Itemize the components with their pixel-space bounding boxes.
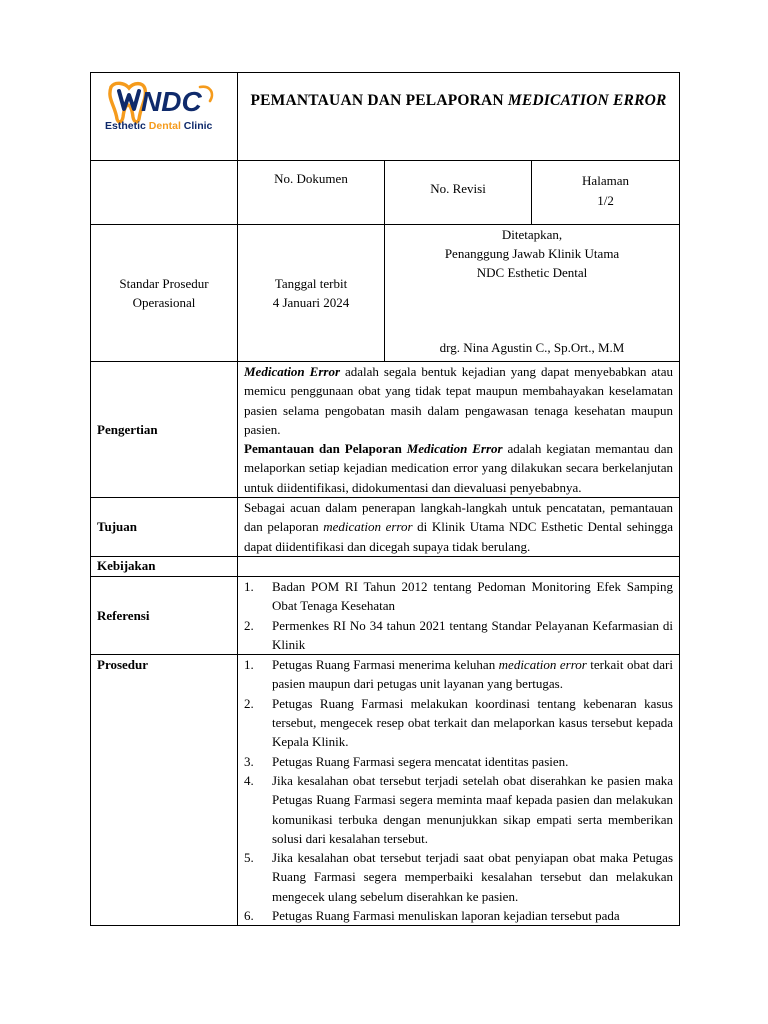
pengertian-term-2a: Pemantauan dan Pelaporan: [244, 441, 407, 457]
blank-cell: [91, 161, 238, 225]
tujuan-row: [91, 498, 680, 557]
list-number: 1.: [244, 578, 254, 594]
prosedur-item-text: Jika kesalahan obat tersebut terjadi setelah obat diserahkan ke pasien maka Petugas Ruang Farmasi segera meminta maaf kepada pasien dan melakukan komunikasi terbuka dengan menunjukkan sikap empati serta memberikan solusi dari kesalahan tersebut.: [272, 772, 673, 846]
prosedur-item-text: Petugas Ruang Farmasi menuliskan laporan kejadian tersebut pada: [272, 908, 620, 924]
no-revisi-cell: [385, 161, 532, 225]
logo-subtitle-part1: Esthetic: [105, 120, 149, 132]
halaman-cell: [532, 161, 680, 225]
sop-cell: [91, 225, 238, 362]
tujuan-text-a: Sebagai acuan dalam penerapan langkah-langkah untuk pencatatan, pemantauan dan pelaporan: [244, 500, 673, 535]
no-revisi-label: No. Revisi: [430, 181, 486, 196]
kebijakan-content: [238, 556, 680, 576]
pengertian-row: [91, 362, 680, 498]
prosedur-item: [238, 906, 679, 925]
prosedur-item-text: Jika kesalahan obat tersebut terjadi saat obat penyiapan obat maka Petugas Ruang Farmasi segera memperbaiki kesalahan tersebut dan melakukan mengecek ulang sebelum diserahkan ke pasien.: [272, 850, 673, 904]
prosedur-item-text: Petugas Ruang Farmasi melakukan koordinasi tentang kebenaran kasus tersebut, mengecek resep obat terkait dan melaporkan kasus tersebut kepada Kepala Klinik.: [272, 695, 673, 750]
list-number: 6.: [244, 908, 254, 924]
referensi-item: [238, 577, 679, 616]
ditetapkan-text: Ditetapkan,: [501, 227, 563, 242]
pengertian-text-1: adalah segala bentuk kejadian yang dapat menyebabkan atau memicu penggunaan obat yang tidak tepat maupun membahayakan keselamatan pasien selama pengobatan masih dalam pengawasan tenaga kesehatan maupun pasien.: [244, 364, 674, 437]
pengertian-term-2b: Medication Error: [406, 441, 503, 457]
list-number: 2.: [244, 695, 254, 711]
prosedur-item: [238, 848, 679, 906]
pengertian-label: Pengertian: [91, 362, 238, 498]
signer-name: drg. Nina Agustin C., Sp.Ort., M.M: [439, 340, 625, 355]
logo-brand-text: NDC: [141, 86, 202, 117]
referensi-item-text: Badan POM RI Tahun 2012 tentang Pedoman Monitoring Efek Samping Obat Tenaga Kesehatan: [272, 578, 673, 614]
pengertian-paragraph-2: [244, 439, 673, 497]
sop-line1: Standar Prosedur: [119, 276, 209, 291]
prosedur-row: [91, 655, 680, 926]
referensi-label: Referensi: [91, 576, 238, 654]
prosedur-label: Prosedur: [91, 655, 238, 926]
prosedur-item1-text-a: Petugas Ruang Farmasi menerima keluhan: [272, 657, 499, 673]
pengertian-content: [238, 362, 680, 498]
pengertian-paragraph-1: [244, 362, 673, 439]
prosedur-item-text: [272, 655, 679, 694]
kebijakan-row: [91, 556, 680, 576]
prosedur-item1-text-b: terkait obat dari pasien maupun dari petugas unit layanan yang bertugas.: [272, 657, 673, 692]
referensi-list: [238, 577, 679, 654]
prosedur-item: [238, 771, 679, 848]
prosedur-item: [238, 694, 679, 752]
prosedur-item-text: Petugas Ruang Farmasi segera mencatat identitas pasien.: [272, 753, 569, 769]
ditetapkan-cell: [385, 225, 680, 362]
title-normal: PEMANTAUAN DAN PELAPORAN: [250, 92, 508, 109]
referensi-item: [238, 616, 679, 655]
list-number: 5.: [244, 850, 254, 866]
prosedur-item1-italic: medication error: [498, 657, 587, 673]
logo-subtitle: [105, 120, 212, 132]
prosedur-item: [238, 655, 679, 694]
prosedur-list: [238, 655, 679, 925]
halaman-value: 1/2: [597, 193, 614, 208]
tujuan-text-b: di Klinik Utama NDC Esthetic Dental sehingga dapat diidentifikasi dan dicegah supaya tidak berulang.: [244, 519, 673, 554]
referensi-item-text: Permenkes RI No 34 tahun 2021 tentang Standar Pelayanan Kefarmasian di Klinik: [272, 617, 673, 652]
title-italic: MEDICATION ERROR: [507, 92, 667, 109]
pengertian-term-1: Medication Error: [244, 364, 341, 379]
no-dokumen-cell: [238, 161, 385, 225]
list-number: 3.: [244, 753, 254, 769]
referensi-content: [238, 576, 680, 654]
list-number: 2.: [244, 617, 254, 633]
referensi-row: [91, 576, 680, 654]
no-dokumen-label: No. Dokumen: [274, 171, 348, 186]
kebijakan-label: Kebijakan: [91, 556, 238, 576]
logo-subtitle-dental: Dental: [148, 120, 181, 132]
tanggal-cell: [238, 225, 385, 362]
penanggung-jawab-text: Penanggung Jawab Klinik Utama: [444, 246, 620, 261]
tanggal-label: Tanggal terbit: [274, 276, 348, 291]
tanggal-value: 4 Januari 2024: [272, 295, 350, 310]
logo-subtitle-part3: Clinic: [180, 120, 213, 132]
prosedur-item: [238, 752, 679, 771]
halaman-label: Halaman: [582, 173, 629, 188]
tujuan-content: [238, 498, 680, 557]
title-cell: [238, 73, 680, 161]
list-number: 4.: [244, 772, 254, 788]
pengertian-text-2: adalah kegiatan memantau dan melaporkan setiap kejadian medication error yang dilakukan secara berkelanjutan untuk diidentifikasi, didokumentasi dan dievaluasi penyebabnya.: [244, 441, 674, 495]
klinik-name: NDC Esthetic Dental: [476, 265, 588, 280]
prosedur-content: [238, 655, 680, 926]
tujuan-text-italic: medication error: [323, 519, 413, 535]
list-number: 1.: [244, 657, 254, 673]
sop-content-table: [90, 361, 680, 926]
tujuan-label: Tujuan: [91, 498, 238, 557]
logo-cell: [91, 73, 238, 161]
document-header-table: [90, 72, 680, 362]
sop-line2: Operasional: [132, 295, 196, 310]
document-title: [238, 73, 679, 112]
